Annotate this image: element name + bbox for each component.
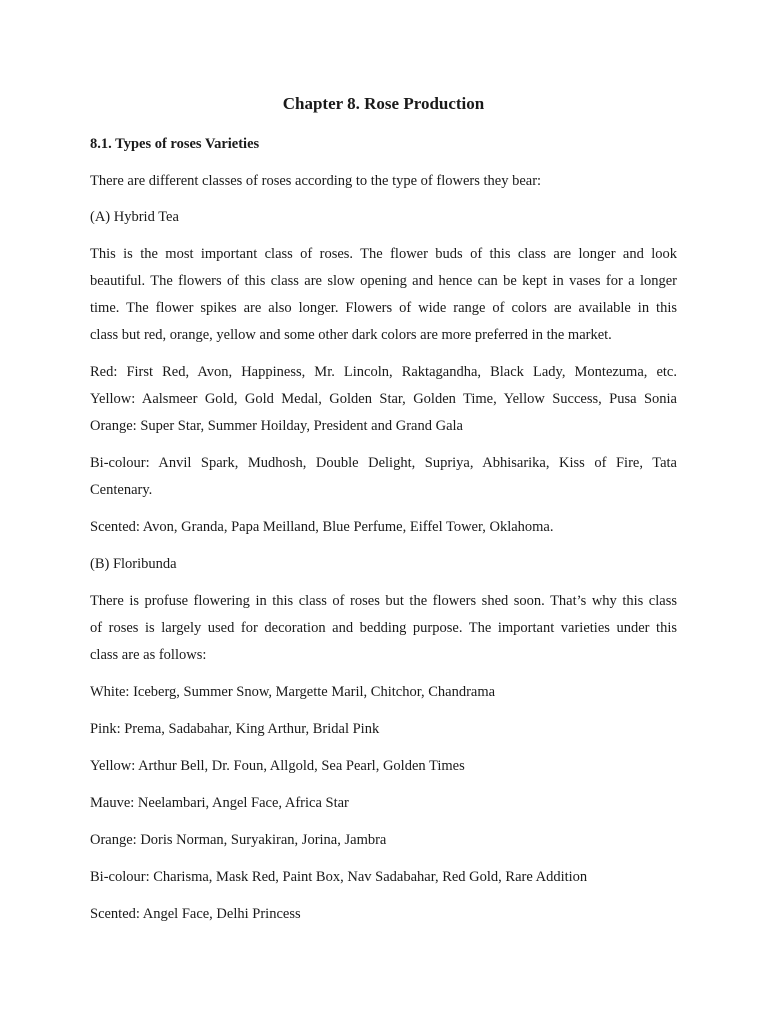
floribunda-bicolour: Bi-colour: Charisma, Mask Red, Paint Box, Nav Sadabahar, Red Gold, Rare Addition [90,869,588,885]
floribunda-orange: Orange: Doris Norman, Suryakiran, Jorina, Jambra [90,832,387,848]
text-line: class but red, orange, yellow and some other dark colors are more preferred in the market. [90,327,612,343]
text-line: time. The flower spikes are also longer. Flowers of wide range of colors are available in this [90,300,677,316]
text-line: There is profuse flowering in this class of roses but the flowers shed soon. That’s why this class [90,593,677,609]
intro-paragraph: There are different classes of roses according to the type of flowers they bear: [90,173,542,189]
text-line: beautiful. The flowers of this class are slow opening and hence can be kept in vases for a longer [90,273,677,289]
hybrid-tea-heading: (A) Hybrid Tea [90,209,179,225]
chapter-title: Chapter 8. Rose Production [282,94,485,113]
floribunda-heading: (B) Floribunda [90,556,177,572]
text-line: Orange: Super Star, Summer Hoilday, President and Grand Gala [90,418,463,434]
text-line: Red: First Red, Avon, Happiness, Mr. Lincoln, Raktagandha, Black Lady, Montezuma, etc. [90,364,677,380]
floribunda-pink: Pink: Prema, Sadabahar, King Arthur, Bridal Pink [90,721,380,737]
floribunda-mauve: Mauve: Neelambari, Angel Face, Africa Star [90,795,349,811]
floribunda-white: White: Iceberg, Summer Snow, Margette Maril, Chitchor, Chandrama [90,684,496,700]
floribunda-yellow: Yellow: Arthur Bell, Dr. Foun, Allgold, Sea Pearl, Golden Times [90,758,465,774]
floribunda-scented: Scented: Angel Face, Delhi Princess [90,906,301,922]
text-line: class are as follows: [90,647,207,663]
hybrid-tea-scented: Scented: Avon, Granda, Papa Meilland, Blue Perfume, Eiffel Tower, Oklahoma. [90,519,554,535]
text-line: of roses is largely used for decoration and bedding purpose. The important varieties under this [90,620,677,636]
text-line: Centenary. [90,482,153,498]
text-line: Yellow: Aalsmeer Gold, Gold Medal, Golden Star, Golden Time, Yellow Success, Pusa Sonia [90,391,677,407]
text-line: Bi-colour: Anvil Spark, Mudhosh, Double Delight, Supriya, Abhisarika, Kiss of Fire, Tata [90,455,677,471]
hybrid-tea-colour-list [90,359,677,440]
section-heading: 8.1. Types of roses Varieties [90,136,260,152]
floribunda-description [90,588,677,669]
hybrid-tea-description [90,241,677,349]
hybrid-tea-bicolour [90,450,677,504]
text-line: This is the most important class of roses. The flower buds of this class are longer and look [90,246,677,262]
